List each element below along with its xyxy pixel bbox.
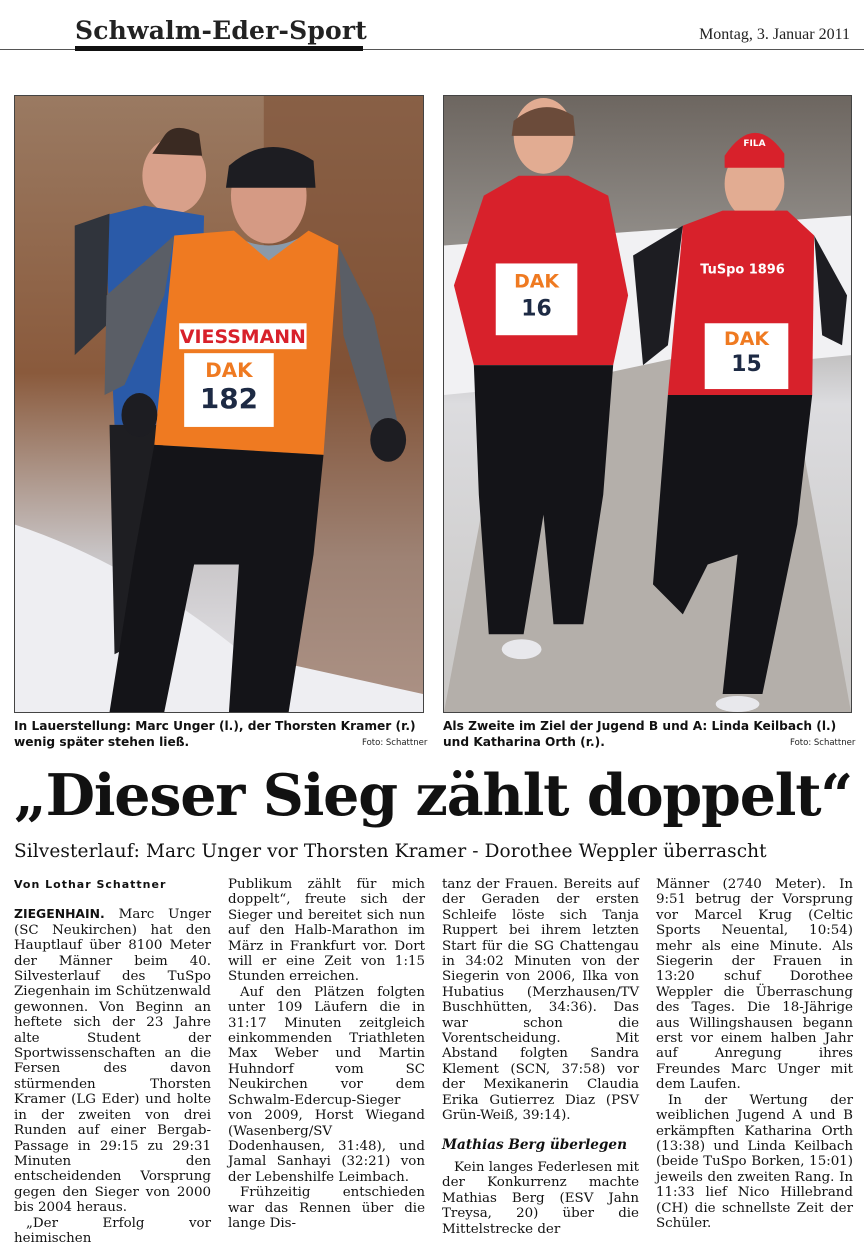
photo-credit-right: Foto: Schattner bbox=[790, 738, 856, 748]
article-paragraph: Auf den Plätzen folgten unter 109 Läufern die in 31:17 Minuten zeitgleich einkommenden Triathleten Max Weber und Martin Huhndorf vom SC Neukirchen vor dem Schwalm-Edercup-Sieger von 2009, Horst Wiegand (Wasenberg/SV Dodenhausen, 31:48), und Jamal Sanhayi (32:21) von der Lebenshilfe Leimbach. bbox=[228, 984, 425, 1185]
article-paragraph bbox=[14, 906, 211, 1215]
article-headline: „Dieser Sieg zählt doppelt“ bbox=[14, 762, 852, 829]
article-column-2 bbox=[228, 877, 425, 1231]
bib-number-left: 182 bbox=[199, 381, 259, 415]
photo-male-runners bbox=[14, 95, 424, 713]
section-underline bbox=[75, 46, 363, 51]
issue-date: Montag, 3. Januar 2011 bbox=[699, 26, 850, 43]
article-column-1 bbox=[14, 877, 211, 1246]
bib-number-right-2: 15 bbox=[731, 352, 762, 378]
article-paragraph: tanz der Frauen. Bereits auf der Geraden der ersten Schleife löste sich Tanja Ruppert bei ihrem letzten Start für die SG Chattengau in 34:02 Minuten von der Siegerin von 2006, Ilka von Hubatius (Merzhausen/TV Buschhütten, 34:36). Das war schon die Vorentscheidung. Mit Abstand folgten Sandra Klement (SCN, 37:58) vor der Mexikanerin Claudia Erika Gutierrez Diaz (PSV Grün-Weiß, 39:14). bbox=[442, 877, 639, 1124]
article-paragraph: In der Wertung der weiblichen Jugend A und B erkämpften Katharina Orth (13:38) und Linda Keilbach (beide TuSpo Borken, 15:01) jeweils den zweiten Rang. In 11:33 lief Nico Hillebrand (CH) die schnellste Zeit der Schüler. bbox=[656, 1092, 853, 1231]
article-paragraph: „Der Erfolg vor heimischen bbox=[14, 1215, 211, 1246]
bib-brand-right-2: DAK bbox=[724, 328, 769, 351]
article-dateline: ZIEGENHAIN. bbox=[14, 906, 105, 922]
photo-male-runners-illustration bbox=[15, 96, 423, 712]
bib-number-right-1: 16 bbox=[521, 296, 552, 322]
shirt-text: TuSpo 1896 bbox=[700, 262, 785, 278]
bib-brand-right-1: DAK bbox=[514, 270, 560, 293]
cap-text: FILA bbox=[743, 138, 766, 149]
article-subheadline: Silvesterlauf: Marc Unger vor Thorsten Kramer - Dorothee Weppler überrascht bbox=[14, 841, 767, 862]
paragraph-text: Marc Unger (SC Neukirchen) hat den Hauptlauf über 8100 Meter der Männer beim 40. Silvesterlauf des TuSpo Ziegenhain im Schützenwald gewonnen. Von Beginn an heftete sich der 23 Jahre alte Student der Sportwissenschaften an die Fersen des davon stürmenden Thorsten Kramer (LG Eder) und holte in der zweiten von drei Runden auf einer Bergab-Passage in 29:15 zu 29:31 Minuten den entscheidenden Vorsprung gegen den Sieger von 2000 bis 2004 heraus. bbox=[14, 907, 211, 1216]
article-author: Von Lothar Schattner bbox=[14, 878, 167, 891]
photo-female-runners-illustration bbox=[444, 96, 851, 712]
photo-female-runners bbox=[443, 95, 852, 713]
bib-sponsor-left: VIESSMANN bbox=[179, 326, 306, 349]
photo-caption-right: Als Zweite im Ziel der Jugend B und A: Linda Keilbach (l.) und Katharina Orth (r.). bbox=[443, 719, 837, 749]
article-paragraph: Männer (2740 Meter). In 9:51 betrug der Vorsprung vor Marcel Krug (Celtic Sports Neuental, 10:54) mehr als eine Minute. Als Siegerin der Frauen in 13:20 schuf Dorothee Weppler die Überraschung des Tages. Die 18-Jährige aus Willingshausen begann erst vor einem halben Jahr auf Anregung ihres Freundes Marc Unger mit dem Laufen. bbox=[656, 877, 853, 1093]
section-title: Schwalm-Eder-Sport bbox=[75, 16, 368, 45]
photo-caption-left: In Lauerstellung: Marc Unger (l.), der Thorsten Kramer (r.) wenig später stehen ließ. bbox=[14, 719, 416, 749]
article-column-4 bbox=[656, 877, 853, 1231]
article-intertitle: Mathias Berg überlegen bbox=[442, 1136, 627, 1153]
article-paragraph: Frühzeitig entschieden war das Rennen über die lange Dis- bbox=[228, 1185, 425, 1231]
article-column-3 bbox=[442, 877, 639, 1237]
article-paragraph: Kein langes Federlesen mit der Konkurrenz machte Mathias Berg (ESV Jahn Treysa, 20) über die Mittelstrecke der bbox=[442, 1159, 639, 1237]
bib-brand-left: DAK bbox=[205, 359, 253, 383]
photo-credit-left: Foto: Schattner bbox=[362, 738, 428, 748]
article-paragraph: Publikum zählt für mich doppelt“, freute sich der Sieger und bereitet sich nun auf den Halb-Marathon im März in Frankfurt vor. Dort will er eine Zeit von 1:15 Stunden erreichen. bbox=[228, 877, 425, 985]
